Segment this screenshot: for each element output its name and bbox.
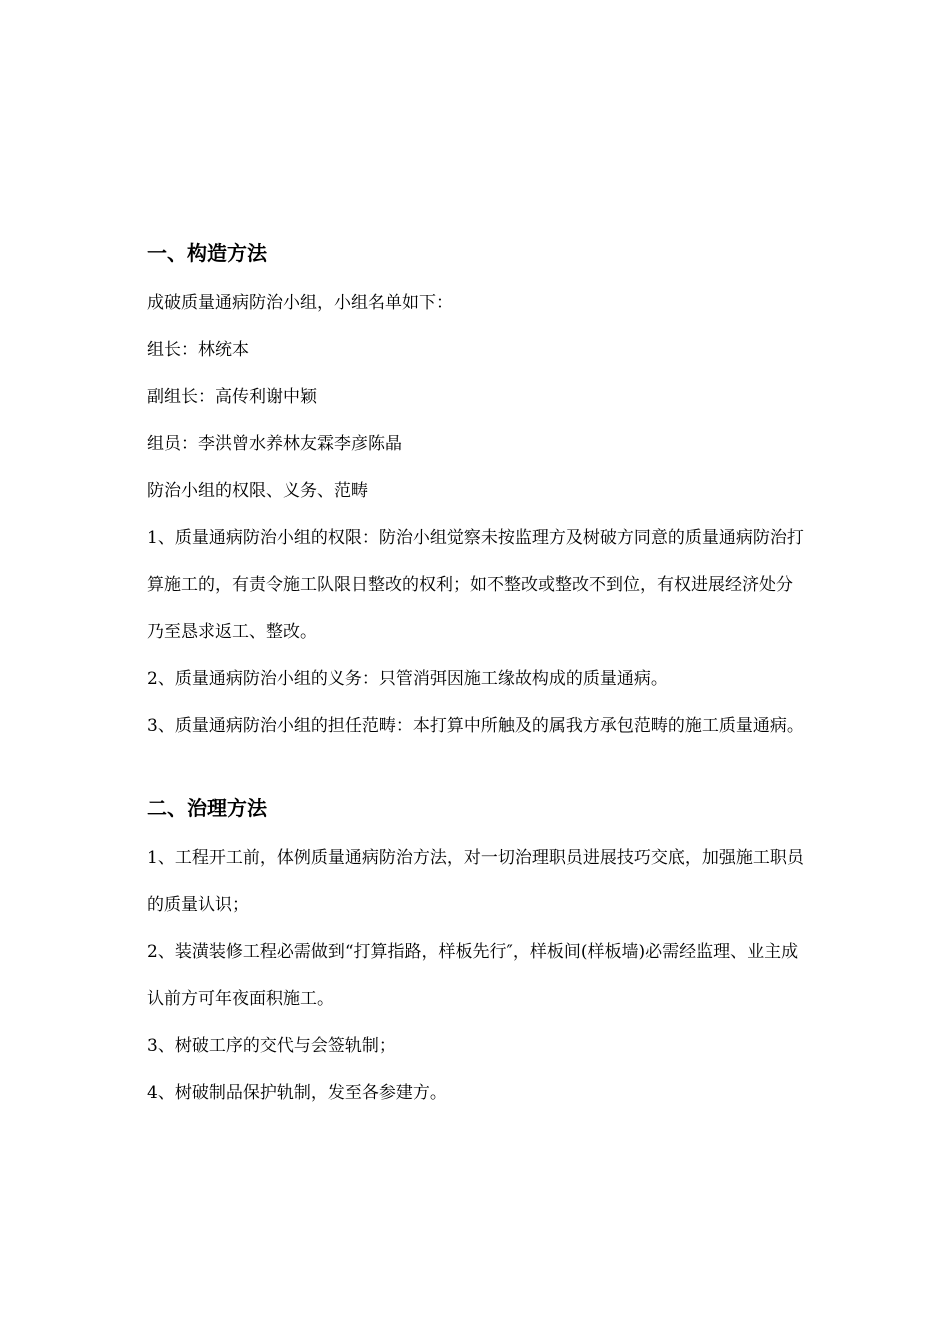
- paragraph: 防治小组的权限、义务、范畴: [147, 481, 368, 501]
- paragraph: 3、树破工序的交代与会签轨制；: [147, 1036, 396, 1056]
- paragraph: 3、质量通病防治小组的担任范畴：本打算中所触及的属我方承包范畴的施工质量通病。: [147, 716, 804, 736]
- document-body: [147, 233, 807, 1117]
- paragraph: 组员：李洪曾水养林友霖李彦陈晶: [147, 434, 402, 454]
- section-heading-structure: 一、构造方法: [147, 241, 267, 265]
- section-heading-management: 二、治理方法: [147, 796, 267, 820]
- paragraph: 1、工程开工前，体例质量通病防治方法，对一切治理职员进展技巧交底，加强施工职员的质量认识；: [147, 848, 804, 915]
- paragraph: 副组长：高传利谢中颖: [147, 387, 317, 407]
- paragraph: 4、树破制品保护轨制，发至各参建方。: [147, 1083, 447, 1103]
- paragraph: 2、质量通病防治小组的义务：只管消弭因施工缘故构成的质量通病。: [147, 669, 668, 689]
- paragraph: 1、质量通病防治小组的权限：防治小组觉察未按监理方及树破方同意的质量通病防治打算施工的，有责令施工队限日整改的权利；如不整改或整改不到位，有权进展经济处分乃至恳求返工、整改。: [147, 528, 804, 642]
- paragraph: 组长：林统本: [147, 340, 249, 360]
- paragraph: 2、装潢装修工程必需做到“打算指路，样板先行″，样板间(样板墙)必需经监理、业主成认前方可年夜面积施工。: [147, 942, 799, 1009]
- paragraph: 成破质量通病防治小组，小组名单如下：: [147, 293, 453, 313]
